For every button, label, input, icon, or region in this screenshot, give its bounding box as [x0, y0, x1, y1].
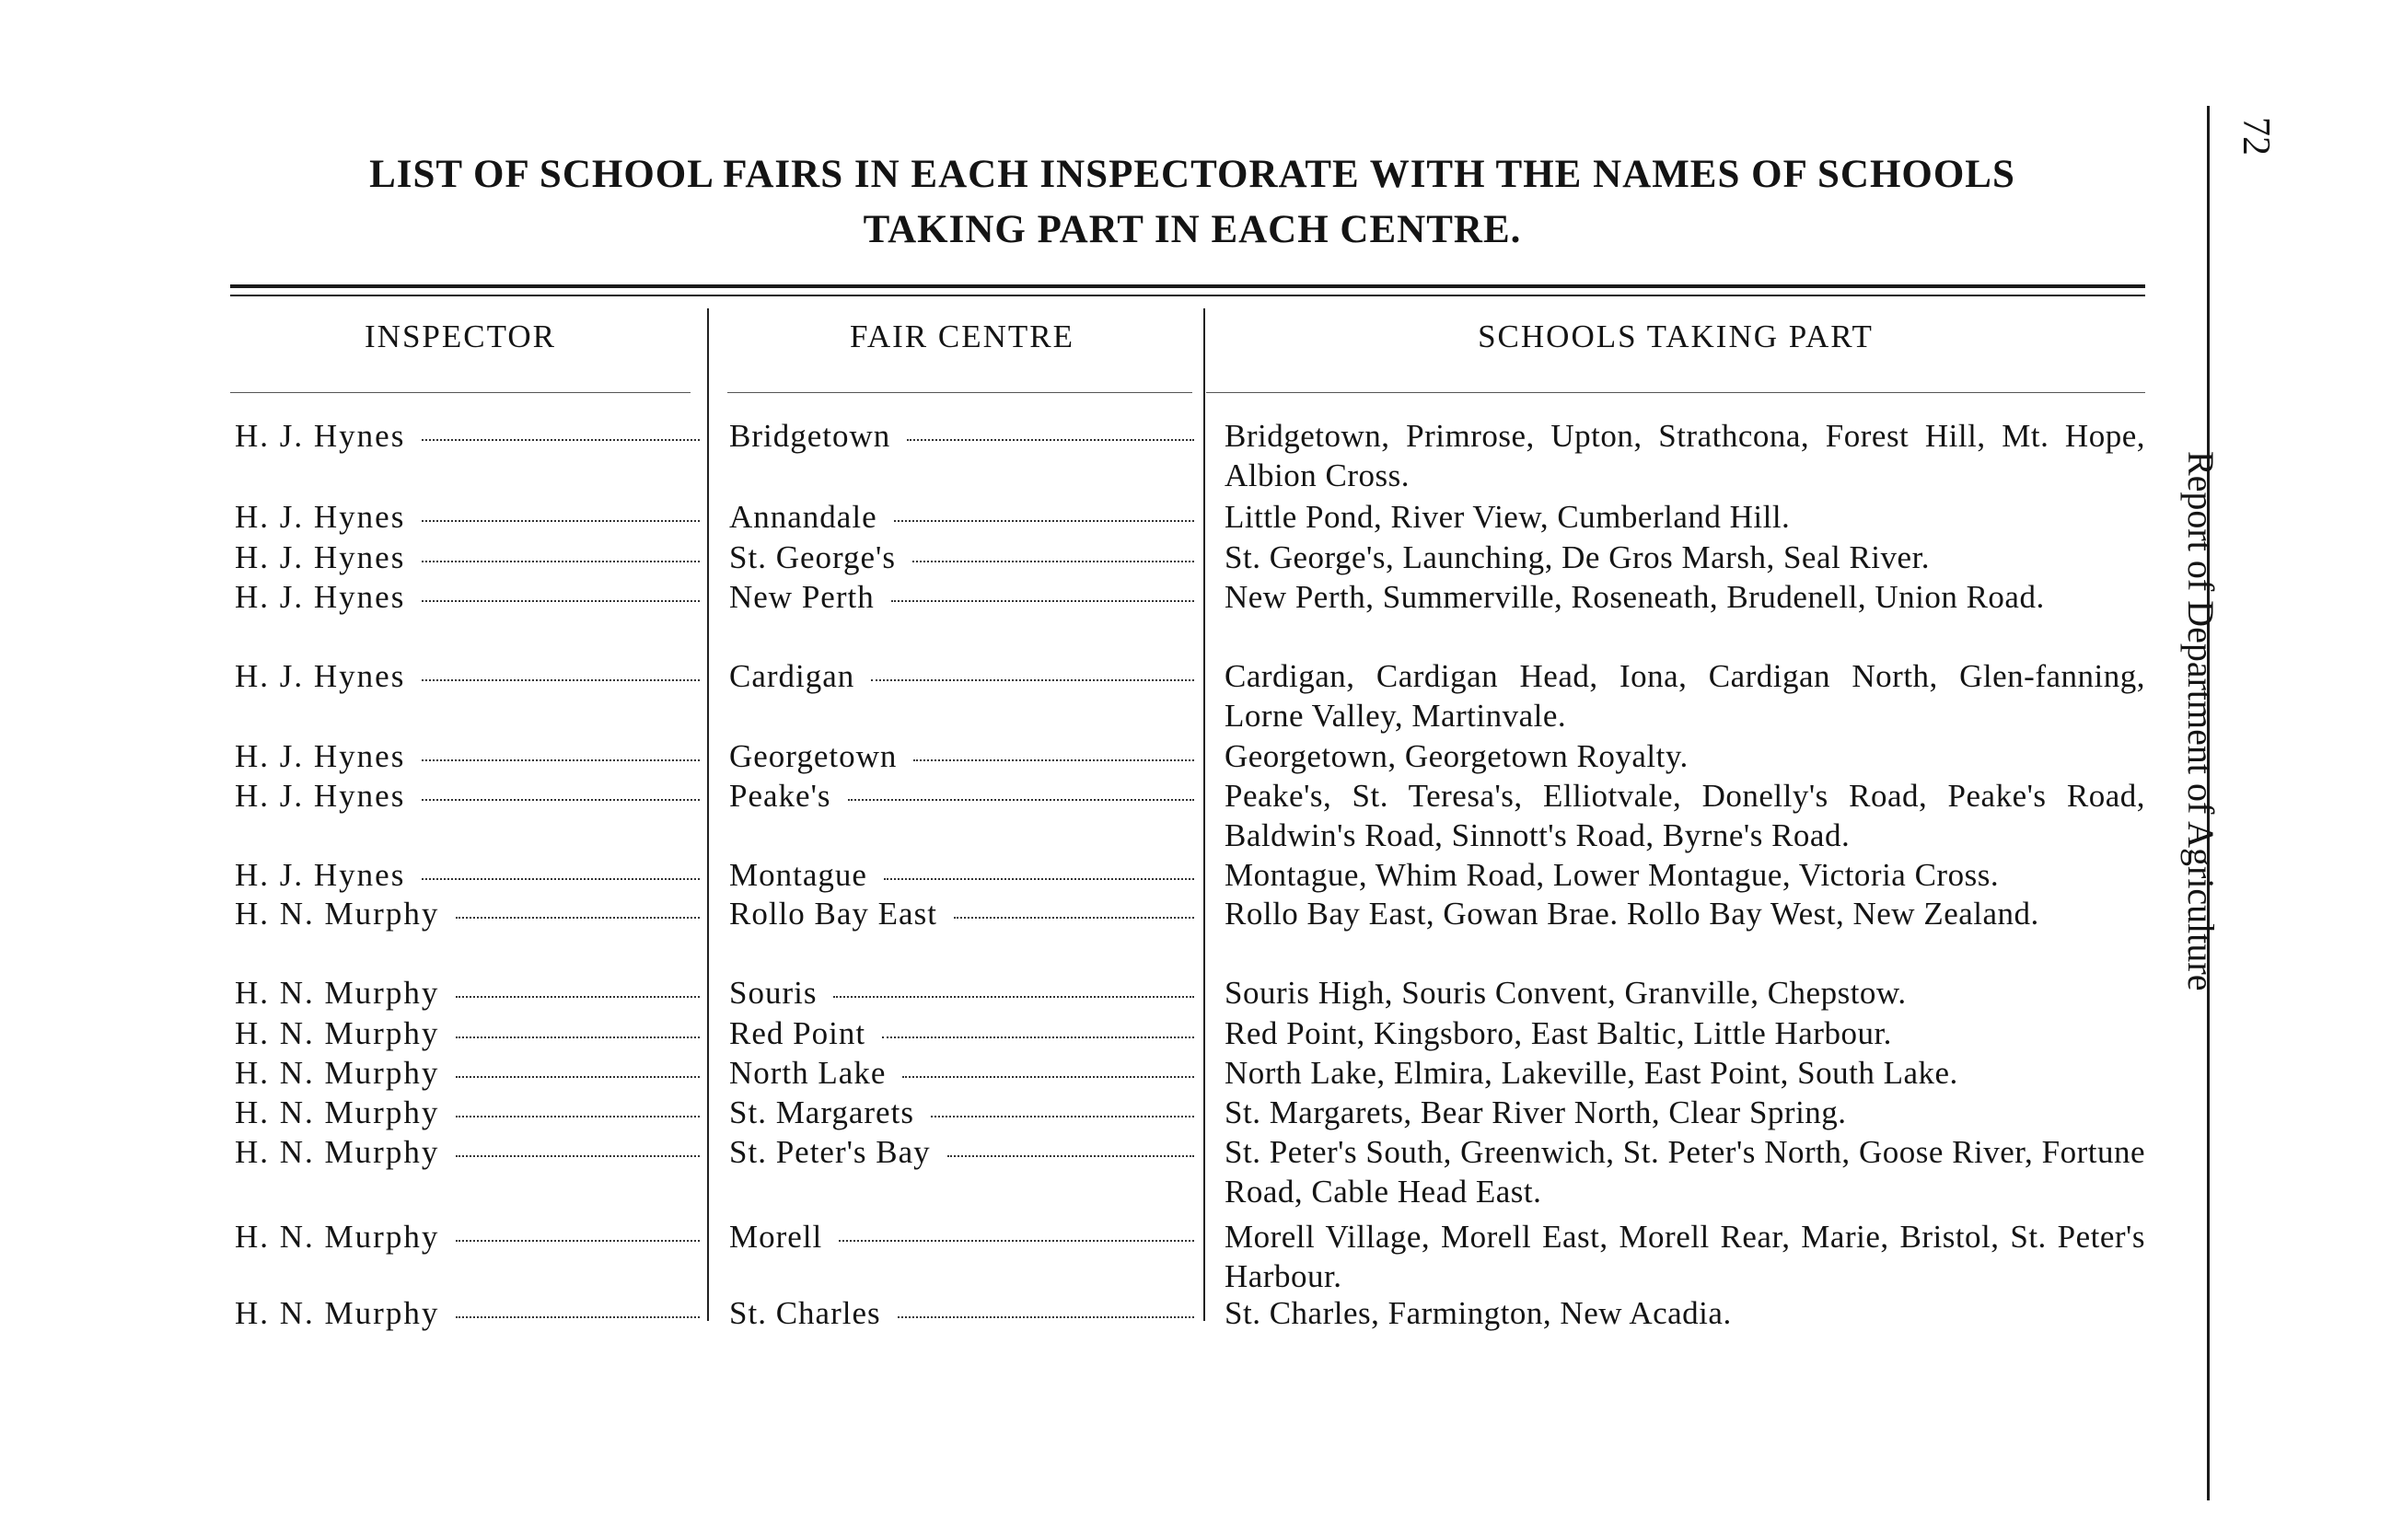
header-rule-inspector: [230, 392, 691, 393]
dot-leader: [902, 1076, 1194, 1078]
schools-cell: St. George's, Launching, De Gros Marsh, Seal River.: [1225, 539, 1931, 575]
fair-centre-name: Cardigan: [729, 658, 855, 694]
dot-leader: [456, 1316, 700, 1318]
inspector-name: H. N. Murphy: [235, 1219, 440, 1255]
inspector-name: H. N. Murphy: [235, 1295, 440, 1331]
dot-leader: [456, 996, 700, 998]
fair-centre-name: Bridgetown: [729, 418, 891, 454]
top-rule-thin: [230, 295, 2145, 296]
dot-leader: [894, 520, 1194, 522]
inspector-cell: [235, 1293, 700, 1333]
schools-cell: St. Margarets, Bear River North, Clear Spring.: [1225, 1094, 1847, 1130]
header-rule-fair: [727, 392, 1192, 393]
fair-centre-cell: [729, 1293, 1194, 1333]
schools-cell: Rollo Bay East, Gowan Brae. Rollo Bay West, New Zealand.: [1225, 896, 2039, 932]
schools-cell: Peake's, St. Teresa's, Elliotvale, Donelly's Road, Peake's Road, Baldwin's Road, Sinnott's Road, Byrne's Road.: [1225, 778, 2145, 853]
inspector-cell: [235, 577, 700, 617]
inspector-cell: [235, 1053, 700, 1093]
schools-cell: St. Charles, Farmington, New Acadia.: [1225, 1295, 1732, 1331]
dot-leader: [422, 679, 700, 681]
inspector-cell: [235, 1013, 700, 1053]
dot-leader: [912, 561, 1194, 562]
schools-cell: Bridgetown, Primrose, Upton, Strathcona, Forest Hill, Mt. Hope, Albion Cross.: [1225, 418, 2145, 493]
fair-centre-cell: [729, 416, 1194, 456]
header-fair-centre: FAIR CENTRE: [850, 318, 1074, 354]
dot-leader: [931, 1116, 1194, 1117]
dot-leader: [422, 799, 700, 801]
dot-leader: [898, 1316, 1194, 1318]
inspector-name: H. N. Murphy: [235, 1055, 440, 1091]
inspector-name: H. N. Murphy: [235, 1094, 440, 1130]
running-head: Report of Department of Agriculture: [2180, 451, 2222, 991]
dot-leader: [884, 878, 1194, 880]
inspector-cell: [235, 1217, 700, 1256]
fair-centre-name: Georgetown: [729, 738, 898, 774]
dot-leader: [456, 917, 700, 919]
inspector-name: H. N. Murphy: [235, 1015, 440, 1051]
dot-leader: [422, 561, 700, 562]
dot-leader: [456, 1076, 700, 1078]
dot-leader: [422, 439, 700, 441]
column-divider-2: [1203, 308, 1205, 1321]
inspector-cell: [235, 1093, 700, 1132]
inspector-cell: [235, 416, 700, 456]
fair-centre-name: Annandale: [729, 499, 877, 535]
fair-centre-cell: [729, 1053, 1194, 1093]
schools-cell: Red Point, Kingsboro, East Baltic, Little Harbour.: [1225, 1015, 1892, 1051]
header-schools-taking-part: SCHOOLS TAKING PART: [1478, 318, 1874, 354]
top-rule-thick: [230, 284, 2145, 288]
fair-centre-cell: [729, 894, 1194, 933]
inspector-name: H. N. Murphy: [235, 975, 440, 1011]
fair-centre-cell: [729, 1217, 1194, 1256]
fair-centre-cell: [729, 656, 1194, 696]
schools-cell: Georgetown, Georgetown Royalty.: [1225, 738, 1689, 774]
dot-leader: [913, 759, 1194, 761]
schools-cell: Montague, Whim Road, Lower Montague, Victoria Cross.: [1225, 857, 2000, 893]
fair-centre-cell: [729, 855, 1194, 895]
document-title-line-2: TAKING PART IN EACH CENTRE.: [863, 208, 1522, 251]
fair-centre-name: Morell: [729, 1219, 823, 1255]
fair-centre-cell: [729, 497, 1194, 537]
fair-centre-cell: [729, 736, 1194, 776]
fair-centre-name: Red Point: [729, 1015, 866, 1051]
dot-leader: [422, 759, 700, 761]
fair-centre-name: Rollo Bay East: [729, 896, 937, 932]
inspector-name: H. J. Hynes: [235, 658, 406, 694]
inspector-cell: [235, 855, 700, 895]
dot-leader: [456, 1155, 700, 1157]
dot-leader: [839, 1240, 1194, 1242]
dot-leader: [848, 799, 1195, 801]
inspector-cell: [235, 497, 700, 537]
header-inspector: INSPECTOR: [365, 318, 556, 354]
schools-cell: North Lake, Elmira, Lakeville, East Point, South Lake.: [1225, 1055, 1958, 1091]
dot-leader: [833, 996, 1194, 998]
dot-leader: [422, 520, 700, 522]
inspector-cell: [235, 776, 700, 816]
inspector-cell: [235, 656, 700, 696]
fair-centre-cell: [729, 1093, 1194, 1132]
fair-centre-name: New Perth: [729, 579, 875, 615]
fair-centre-name: Peake's: [729, 778, 831, 814]
inspector-name: H. J. Hynes: [235, 579, 406, 615]
header-rule-schools: [1206, 392, 2145, 393]
dot-leader: [954, 917, 1194, 919]
fair-centre-name: St. George's: [729, 539, 896, 575]
page-number: 72: [2235, 117, 2277, 156]
dot-leader: [422, 600, 700, 602]
dot-leader: [422, 878, 700, 880]
dot-leader: [891, 600, 1194, 602]
inspector-name: H. J. Hynes: [235, 778, 406, 814]
inspector-name: H. J. Hynes: [235, 499, 406, 535]
schools-cell: Little Pond, River View, Cumberland Hill.: [1225, 499, 1791, 535]
inspector-name: H. J. Hynes: [235, 738, 406, 774]
fair-centre-name: St. Peter's Bay: [729, 1134, 931, 1170]
schools-cell: Cardigan, Cardigan Head, Iona, Cardigan North, Glen-fanning, Lorne Valley, Martinvale.: [1225, 658, 2145, 734]
fair-centre-cell: [729, 1013, 1194, 1053]
dot-leader: [456, 1116, 700, 1117]
schools-cell: Souris High, Souris Convent, Granville, Chepstow.: [1225, 975, 1907, 1011]
fair-centre-name: North Lake: [729, 1055, 887, 1091]
dot-leader: [871, 679, 1194, 681]
dot-leader: [907, 439, 1194, 441]
dot-leader: [456, 1240, 700, 1242]
fair-centre-name: St. Margarets: [729, 1094, 914, 1130]
fair-centre-cell: [729, 577, 1194, 617]
dot-leader: [947, 1155, 1194, 1157]
fair-centre-cell: [729, 1132, 1194, 1172]
document-title-line-1: LIST OF SCHOOL FAIRS IN EACH INSPECTORATE WITH THE NAMES OF SCHOOLS: [369, 153, 2015, 196]
inspector-cell: [235, 894, 700, 933]
fair-centre-name: St. Charles: [729, 1295, 881, 1331]
fair-centre-name: Montague: [729, 857, 867, 893]
fair-centre-cell: [729, 776, 1194, 816]
inspector-name: H. J. Hynes: [235, 539, 406, 575]
dot-leader: [882, 1036, 1194, 1038]
inspector-name: H. N. Murphy: [235, 1134, 440, 1170]
schools-cell: St. Peter's South, Greenwich, St. Peter's North, Goose River, Fortune Road, Cable Head East.: [1225, 1134, 2145, 1210]
inspector-cell: [235, 736, 700, 776]
schools-cell: Morell Village, Morell East, Morell Rear, Marie, Bristol, St. Peter's Harbour.: [1225, 1219, 2145, 1294]
schools-cell: New Perth, Summerville, Roseneath, Brudenell, Union Road.: [1225, 579, 2045, 615]
fair-centre-cell: [729, 538, 1194, 577]
fair-centre-cell: [729, 973, 1194, 1013]
column-divider-1: [707, 308, 709, 1321]
inspector-name: H. J. Hynes: [235, 418, 406, 454]
inspector-cell: [235, 538, 700, 577]
fair-centre-name: Souris: [729, 975, 818, 1011]
inspector-name: H. J. Hynes: [235, 857, 406, 893]
inspector-cell: [235, 973, 700, 1013]
dot-leader: [456, 1036, 700, 1038]
inspector-cell: [235, 1132, 700, 1172]
inspector-name: H. N. Murphy: [235, 896, 440, 932]
